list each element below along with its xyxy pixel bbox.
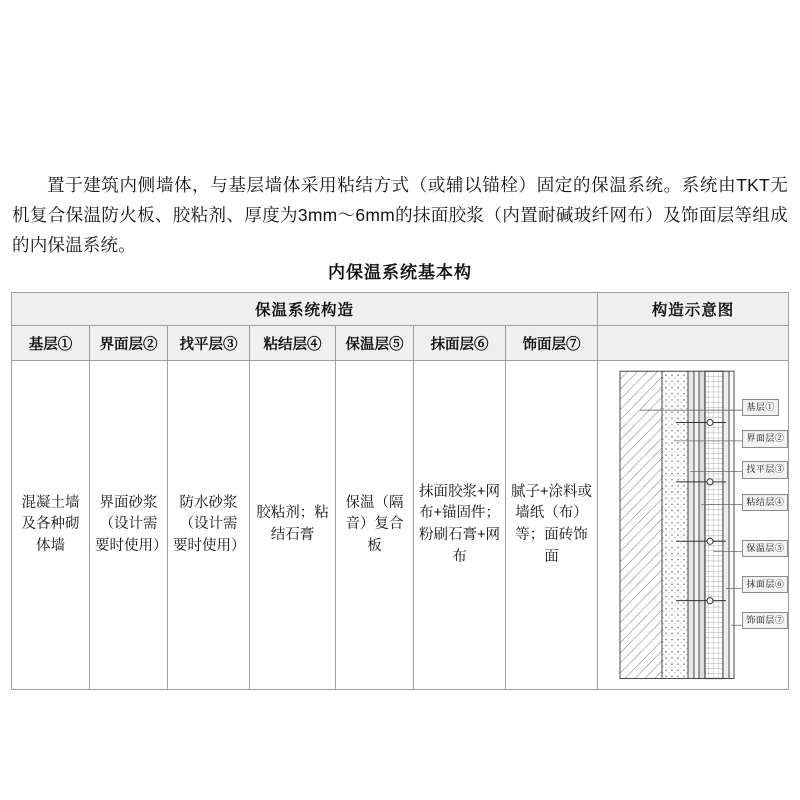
column-header-finish-layer: 饰面层⑦: [506, 326, 598, 362]
section-title: 内保温系统基本构: [328, 263, 472, 282]
group-header-construction: 保温系统构造: [12, 293, 598, 325]
cell-bonding-layer: 胶粘剂；粘结石膏: [250, 361, 336, 689]
column-header-bonding-layer: 粘结层④: [250, 326, 336, 362]
group-header-diagram: 构造示意图: [598, 293, 788, 325]
construction-diagram: [598, 361, 788, 689]
diagram-label-bonding-layer: 粘结层④: [742, 494, 788, 512]
diagram-label-insulation-layer: 保温层⑤: [742, 540, 788, 558]
diagram-label-plastering-layer: 抹面层⑥: [742, 576, 788, 594]
column-header-leveling-layer: 找平层③: [168, 326, 250, 362]
diagram-label-interface-layer: 界面层②: [742, 430, 788, 448]
column-header-base-layer: 基层①: [12, 326, 90, 362]
intro-paragraph: 置于建筑内侧墙体，与基层墙体采用粘结方式（或辅以锚栓）固定的保温系统。系统由TKT无机复合保温防火板、胶粘剂、厚度为3mm～6mm的抹面胶浆（内置耐碱玻纤网布）及饰面层等组成的内保温系统。: [12, 174, 788, 255]
table-group-header-row: [12, 293, 788, 326]
cell-insulation-layer: 保温（隔音）复合板: [336, 361, 414, 689]
column-header-insulation-layer: 保温层⑤: [336, 326, 414, 362]
diagram-label-leveling-layer: 找平层③: [742, 461, 788, 479]
diagram-header-spacer: [598, 326, 788, 362]
cell-plastering-layer: 抹面胶浆+网布+锚固件；粉刷石膏+网布: [414, 361, 506, 689]
cell-interface-layer: 界面砂浆（设计需要时使用）: [90, 361, 168, 689]
column-header-interface-layer: 界面层②: [90, 326, 168, 362]
table-column-header-row: [12, 326, 788, 362]
column-header-plastering-layer: 抹面层⑥: [414, 326, 506, 362]
diagram-label-finish-layer: 饰面层⑦: [742, 612, 788, 630]
construction-table: [11, 292, 789, 690]
cell-construction-diagram: [598, 361, 788, 689]
cell-base-layer: 混凝土墙及各种砌体墙: [12, 361, 90, 689]
cell-finish-layer: 腻子+涂料或墙纸（布）等；面砖饰面: [506, 361, 598, 689]
cell-leveling-layer: 防水砂浆（设计需要时使用）: [168, 361, 250, 689]
diagram-label-base-layer: 基层①: [742, 399, 779, 417]
table-body-row: [12, 361, 788, 689]
